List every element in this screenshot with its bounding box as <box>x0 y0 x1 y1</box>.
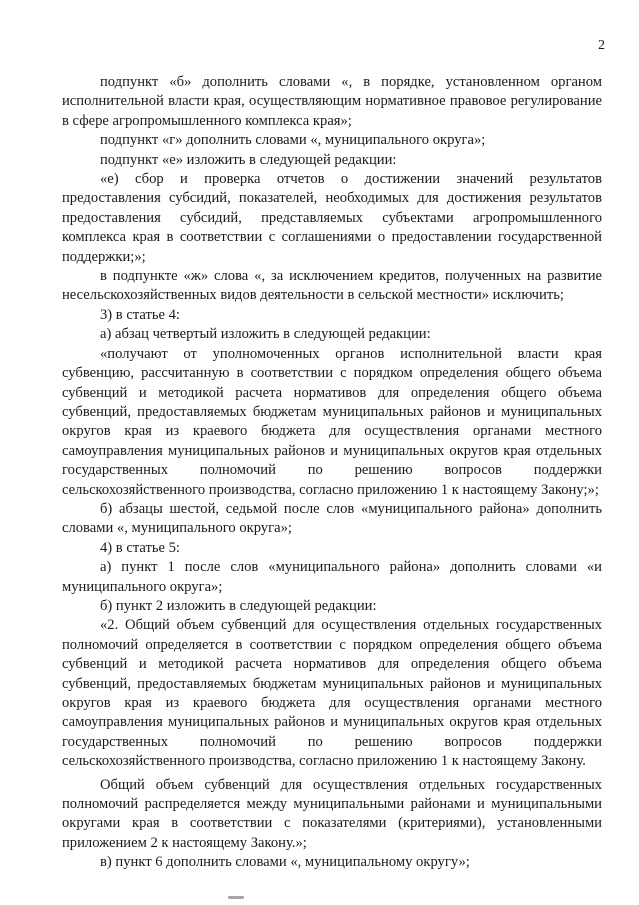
paragraph: Общий объем субвенций для осуществления отдельных государственных полномочий распределяется между муниципальными районами и муниципальными округами края в соответствии с показателями (критериями), установленными приложением 2 к настоящему Закону.»; <box>62 776 602 851</box>
paragraph: подпункт «е» изложить в следующей редакции: <box>100 151 397 168</box>
page-number: 2 <box>598 38 605 53</box>
paragraph: «е) сбор и проверка отчетов о достижении значений результатов предоставления субсидий, показателей, необходимых для достижения результатов предоставления субсидий, представляемых субъектами агропромышленного комплекса края в соответствии с соглашениями о предоставлении государственной поддержки;»; <box>62 171 602 265</box>
paragraph: а) абзац четвертый изложить в следующей редакции: <box>100 326 431 343</box>
scan-artifact <box>228 896 244 899</box>
paragraph: 3) в статье 4: <box>100 306 180 323</box>
paragraph: б) абзацы шестой, седьмой после слов «муниципального района» дополнить словами «, муниципального округа»; <box>62 500 602 537</box>
paragraph: подпункт «г» дополнить словами «, муниципального округа»; <box>100 132 486 149</box>
paragraph: подпункт «б» дополнить словами «, в порядке, установленном органом исполнительной власти края, осуществляющим нормативное правовое регулирование в сфере агропромышленного комплекса края»; <box>62 74 602 129</box>
paragraph: б) пункт 2 изложить в следующей редакции: <box>100 597 377 614</box>
paragraph: 4) в статье 5: <box>100 539 180 556</box>
paragraph: а) пункт 1 после слов «муниципального района» дополнить словами «и муниципального округа»; <box>62 559 602 595</box>
paragraph: «получают от уполномоченных органов исполнительной власти края субвенцию, рассчитанную в соответствии с порядком определения общего объема субвенций и методикой расчета нормативов для определения общего объема субвенций, предоставляемых бюджетам муниципальных районов и муниципальных округов края из краевого бюджета для осуществления органами местного самоуправления муниципальных районов и муниципальных округов края отдельных государственных полномочий по решению вопросов поддержки сельскохозяйственного производства, согласно приложению 1 к настоящему Закону;»; <box>62 345 602 498</box>
paragraph: в) пункт 6 дополнить словами «, муниципальному округу»; <box>100 854 470 871</box>
document-body <box>62 73 602 873</box>
paragraph: в подпункте «ж» слова «, за исключением кредитов, полученных на развитие несельскохозяйственных видов деятельности в сельской местности» исключить; <box>62 268 602 304</box>
paragraph: «2. Общий объем субвенций для осуществления отдельных государственных полномочий определяется в соответствии с порядком определения общего объема субвенций и методикой расчета нормативов для определения общего объема субвенций, предоставляемых бюджетам муниципальных районов и муниципальных округов края из краевого бюджета для осуществления органами местного самоуправления муниципальных районов и муниципальных округов края отдельных государственных полномочий по решению вопросов поддержки сельскохозяйственного производства, согласно приложению 1 к настоящему Закону. <box>62 617 602 770</box>
